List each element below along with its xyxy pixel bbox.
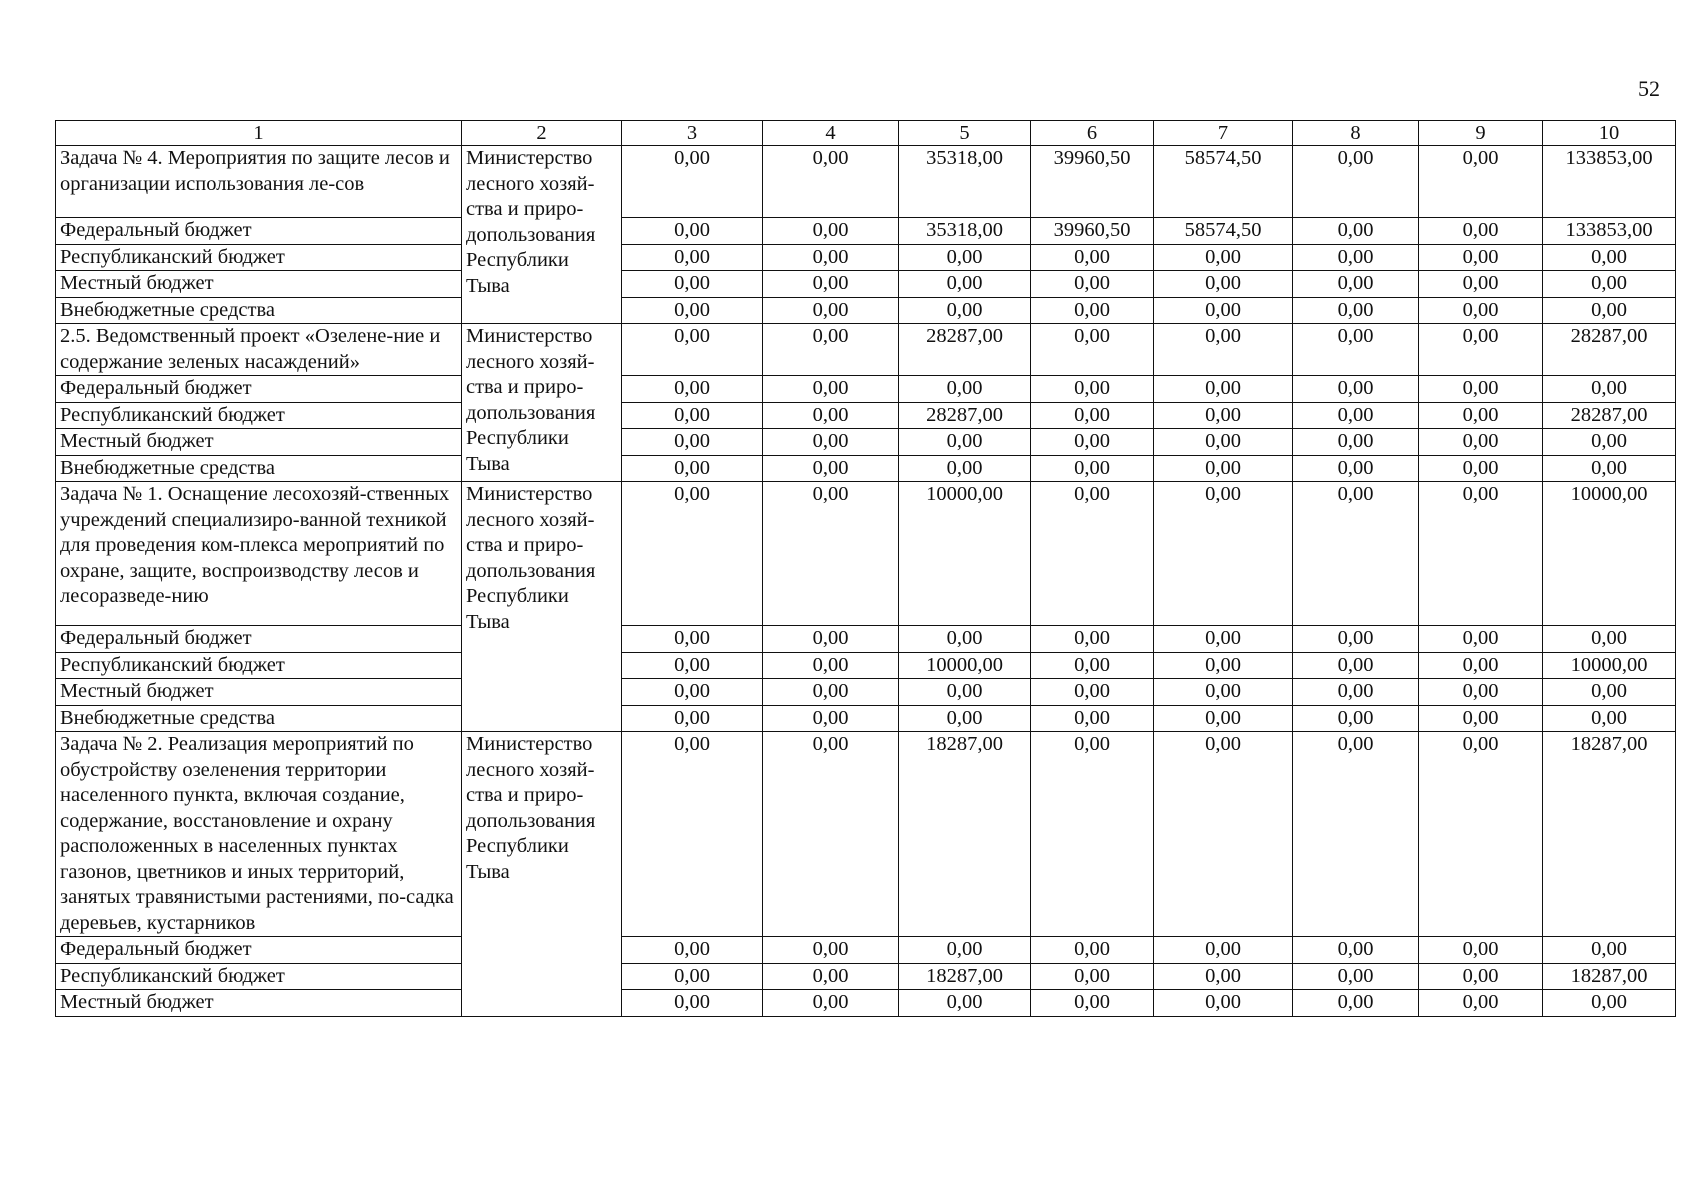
amount-cell: 0,00 xyxy=(1419,244,1543,271)
amount-cell: 0,00 xyxy=(622,297,763,324)
amount-cell: 0,00 xyxy=(1293,732,1419,937)
amount-cell: 0,00 xyxy=(1293,482,1419,626)
budget-source-label: Федеральный бюджет xyxy=(56,218,462,245)
budget-source-label: Федеральный бюджет xyxy=(56,937,462,964)
amount-cell: 0,00 xyxy=(622,218,763,245)
budget-source-row xyxy=(56,376,1676,403)
responsible-executor: Министерство лесного хозяй-ства и приро-допользования Республики Тыва xyxy=(462,324,622,482)
amount-cell: 28287,00 xyxy=(1543,324,1676,376)
amount-cell: 0,00 xyxy=(1419,324,1543,376)
amount-cell: 0,00 xyxy=(1031,482,1154,626)
amount-cell: 0,00 xyxy=(763,402,899,429)
amount-cell: 0,00 xyxy=(763,732,899,937)
amount-cell: 10000,00 xyxy=(1543,652,1676,679)
amount-cell: 0,00 xyxy=(1293,297,1419,324)
amount-cell: 0,00 xyxy=(622,402,763,429)
amount-cell: 0,00 xyxy=(899,455,1031,482)
amount-cell: 18287,00 xyxy=(1543,963,1676,990)
budget-source-row xyxy=(56,652,1676,679)
amount-cell: 0,00 xyxy=(1419,963,1543,990)
amount-cell: 0,00 xyxy=(622,990,763,1017)
amount-cell: 0,00 xyxy=(1293,146,1419,218)
amount-cell: 0,00 xyxy=(1293,218,1419,245)
amount-cell: 0,00 xyxy=(763,376,899,403)
amount-cell: 0,00 xyxy=(622,626,763,653)
amount-cell: 0,00 xyxy=(763,429,899,456)
amount-cell: 28287,00 xyxy=(1543,402,1676,429)
amount-cell: 35318,00 xyxy=(899,218,1031,245)
budget-source-label: Республиканский бюджет xyxy=(56,963,462,990)
amount-cell: 0,00 xyxy=(1031,297,1154,324)
amount-cell: 0,00 xyxy=(899,429,1031,456)
task-title: Задача № 1. Оснащение лесохозяй-ственных учреждений специализиро-ванной техникой для проведения ком-плекса мероприятий по охране, защите, воспроизводству лесов и лесоразведе-нию xyxy=(56,482,462,626)
page-number: 52 xyxy=(1638,76,1660,101)
budget-source-label: Республиканский бюджет xyxy=(56,244,462,271)
amount-cell: 0,00 xyxy=(1293,626,1419,653)
amount-cell: 133853,00 xyxy=(1543,218,1676,245)
amount-cell: 0,00 xyxy=(1154,963,1293,990)
amount-cell: 0,00 xyxy=(1293,963,1419,990)
column-header: 1 xyxy=(56,121,462,146)
amount-cell: 0,00 xyxy=(1293,271,1419,298)
task-title-row xyxy=(56,324,1676,376)
amount-cell: 0,00 xyxy=(1154,705,1293,732)
amount-cell: 0,00 xyxy=(763,705,899,732)
amount-cell: 0,00 xyxy=(763,297,899,324)
amount-cell: 0,00 xyxy=(1154,482,1293,626)
amount-cell: 0,00 xyxy=(622,324,763,376)
amount-cell: 10000,00 xyxy=(899,652,1031,679)
amount-cell: 0,00 xyxy=(1154,652,1293,679)
amount-cell: 0,00 xyxy=(763,271,899,298)
amount-cell: 0,00 xyxy=(899,297,1031,324)
amount-cell: 0,00 xyxy=(622,679,763,706)
amount-cell: 0,00 xyxy=(1154,455,1293,482)
column-header: 7 xyxy=(1154,121,1293,146)
amount-cell: 0,00 xyxy=(899,244,1031,271)
amount-cell: 0,00 xyxy=(763,679,899,706)
amount-cell: 0,00 xyxy=(1031,244,1154,271)
amount-cell: 0,00 xyxy=(1031,679,1154,706)
budget-source-row xyxy=(56,297,1676,324)
amount-cell: 0,00 xyxy=(1031,324,1154,376)
amount-cell: 0,00 xyxy=(763,937,899,964)
amount-cell: 0,00 xyxy=(1419,652,1543,679)
amount-cell: 0,00 xyxy=(1154,376,1293,403)
amount-cell: 0,00 xyxy=(763,652,899,679)
amount-cell: 0,00 xyxy=(1419,429,1543,456)
column-header: 5 xyxy=(899,121,1031,146)
amount-cell: 0,00 xyxy=(1419,271,1543,298)
amount-cell: 0,00 xyxy=(1031,732,1154,937)
amount-cell: 0,00 xyxy=(763,963,899,990)
amount-cell: 0,00 xyxy=(1031,652,1154,679)
amount-cell: 0,00 xyxy=(1031,376,1154,403)
amount-cell: 0,00 xyxy=(1543,626,1676,653)
amount-cell: 0,00 xyxy=(1543,705,1676,732)
amount-cell: 0,00 xyxy=(899,705,1031,732)
amount-cell: 0,00 xyxy=(763,218,899,245)
budget-source-label: Внебюджетные средства xyxy=(56,455,462,482)
budget-source-label: Республиканский бюджет xyxy=(56,402,462,429)
amount-cell: 0,00 xyxy=(1154,271,1293,298)
amount-cell: 0,00 xyxy=(1543,937,1676,964)
amount-cell: 0,00 xyxy=(1293,990,1419,1017)
amount-cell: 0,00 xyxy=(899,271,1031,298)
amount-cell: 10000,00 xyxy=(1543,482,1676,626)
amount-cell: 0,00 xyxy=(1031,429,1154,456)
amount-cell: 0,00 xyxy=(1419,990,1543,1017)
amount-cell: 0,00 xyxy=(1031,271,1154,298)
budget-source-row xyxy=(56,218,1676,245)
amount-cell: 10000,00 xyxy=(899,482,1031,626)
amount-cell: 0,00 xyxy=(1543,297,1676,324)
amount-cell: 0,00 xyxy=(622,963,763,990)
amount-cell: 0,00 xyxy=(622,732,763,937)
amount-cell: 0,00 xyxy=(1543,455,1676,482)
amount-cell: 39960,50 xyxy=(1031,146,1154,218)
column-header: 4 xyxy=(763,121,899,146)
amount-cell: 0,00 xyxy=(899,990,1031,1017)
amount-cell: 0,00 xyxy=(763,455,899,482)
amount-cell: 0,00 xyxy=(763,990,899,1017)
amount-cell: 0,00 xyxy=(1031,455,1154,482)
budget-source-label: Местный бюджет xyxy=(56,990,462,1017)
amount-cell: 0,00 xyxy=(899,376,1031,403)
amount-cell: 0,00 xyxy=(1154,244,1293,271)
amount-cell: 0,00 xyxy=(622,146,763,218)
amount-cell: 0,00 xyxy=(622,271,763,298)
budget-source-row xyxy=(56,679,1676,706)
budget-source-label: Местный бюджет xyxy=(56,429,462,456)
budget-table xyxy=(55,120,1676,1017)
amount-cell: 0,00 xyxy=(763,324,899,376)
amount-cell: 0,00 xyxy=(622,429,763,456)
amount-cell: 35318,00 xyxy=(899,146,1031,218)
task-title: 2.5. Ведомственный проект «Озелене-ние и содержание зеленых насаждений» xyxy=(56,324,462,376)
column-header: 6 xyxy=(1031,121,1154,146)
amount-cell: 0,00 xyxy=(1419,626,1543,653)
amount-cell: 0,00 xyxy=(622,652,763,679)
amount-cell: 0,00 xyxy=(1419,679,1543,706)
budget-source-label: Федеральный бюджет xyxy=(56,626,462,653)
amount-cell: 0,00 xyxy=(1419,705,1543,732)
amount-cell: 0,00 xyxy=(1419,218,1543,245)
column-header: 3 xyxy=(622,121,763,146)
amount-cell: 0,00 xyxy=(1293,376,1419,403)
amount-cell: 0,00 xyxy=(1419,146,1543,218)
amount-cell: 0,00 xyxy=(1543,271,1676,298)
amount-cell: 0,00 xyxy=(1154,324,1293,376)
budget-source-label: Внебюджетные средства xyxy=(56,297,462,324)
amount-cell: 58574,50 xyxy=(1154,146,1293,218)
amount-cell: 0,00 xyxy=(1543,376,1676,403)
amount-cell: 0,00 xyxy=(1154,732,1293,937)
budget-source-row xyxy=(56,626,1676,653)
amount-cell: 0,00 xyxy=(1154,297,1293,324)
amount-cell: 0,00 xyxy=(1154,626,1293,653)
amount-cell: 0,00 xyxy=(1293,679,1419,706)
amount-cell: 0,00 xyxy=(1419,376,1543,403)
amount-cell: 0,00 xyxy=(622,244,763,271)
amount-cell: 18287,00 xyxy=(1543,732,1676,937)
amount-cell: 0,00 xyxy=(899,626,1031,653)
amount-cell: 58574,50 xyxy=(1154,218,1293,245)
amount-cell: 0,00 xyxy=(622,705,763,732)
budget-source-row xyxy=(56,244,1676,271)
amount-cell: 18287,00 xyxy=(899,732,1031,937)
header-row xyxy=(56,121,1676,146)
budget-source-row xyxy=(56,429,1676,456)
amount-cell: 0,00 xyxy=(1543,990,1676,1017)
budget-source-row xyxy=(56,705,1676,732)
amount-cell: 0,00 xyxy=(1293,324,1419,376)
amount-cell: 0,00 xyxy=(1543,244,1676,271)
budget-source-label: Республиканский бюджет xyxy=(56,652,462,679)
amount-cell: 0,00 xyxy=(622,482,763,626)
amount-cell: 0,00 xyxy=(1419,937,1543,964)
amount-cell: 0,00 xyxy=(622,937,763,964)
column-header: 8 xyxy=(1293,121,1419,146)
amount-cell: 0,00 xyxy=(1031,990,1154,1017)
amount-cell: 0,00 xyxy=(622,376,763,403)
responsible-executor: Министерство лесного хозяй-ства и приро-допользования Республики Тыва xyxy=(462,146,622,324)
amount-cell: 0,00 xyxy=(1154,990,1293,1017)
responsible-executor: Министерство лесного хозяй-ства и приро-допользования Республики Тыва xyxy=(462,482,622,732)
amount-cell: 0,00 xyxy=(899,679,1031,706)
amount-cell: 0,00 xyxy=(1154,402,1293,429)
task-title-row xyxy=(56,146,1676,218)
amount-cell: 0,00 xyxy=(622,455,763,482)
budget-source-label: Местный бюджет xyxy=(56,271,462,298)
task-title: Задача № 2. Реализация мероприятий по обустройству озеленения территории населенного пункта, включая создание, содержание, восстановление и охрану расположенных в населенных пунктах газонов, цветников и иных территорий, занятых травянистыми растениями, по-садка деревьев, кустарников xyxy=(56,732,462,937)
amount-cell: 0,00 xyxy=(1154,679,1293,706)
responsible-executor: Министерство лесного хозяй-ства и приро-допользования Республики Тыва xyxy=(462,732,622,1017)
amount-cell: 0,00 xyxy=(1031,626,1154,653)
amount-cell: 0,00 xyxy=(1293,652,1419,679)
column-header: 9 xyxy=(1419,121,1543,146)
amount-cell: 0,00 xyxy=(1154,937,1293,964)
amount-cell: 0,00 xyxy=(1031,937,1154,964)
amount-cell: 0,00 xyxy=(1543,429,1676,456)
budget-source-row xyxy=(56,402,1676,429)
column-header: 2 xyxy=(462,121,622,146)
amount-cell: 0,00 xyxy=(1419,732,1543,937)
budget-source-label: Местный бюджет xyxy=(56,679,462,706)
amount-cell: 0,00 xyxy=(1419,402,1543,429)
amount-cell: 0,00 xyxy=(1031,402,1154,429)
amount-cell: 0,00 xyxy=(763,482,899,626)
amount-cell: 0,00 xyxy=(1293,937,1419,964)
budget-source-row xyxy=(56,455,1676,482)
amount-cell: 39960,50 xyxy=(1031,218,1154,245)
task-title: Задача № 4. Мероприятия по защите лесов и организации использования ле-сов xyxy=(56,146,462,218)
amount-cell: 28287,00 xyxy=(899,324,1031,376)
amount-cell: 0,00 xyxy=(1293,429,1419,456)
budget-source-label: Внебюджетные средства xyxy=(56,705,462,732)
amount-cell: 0,00 xyxy=(899,937,1031,964)
task-title-row xyxy=(56,732,1676,937)
amount-cell: 0,00 xyxy=(1293,244,1419,271)
amount-cell: 0,00 xyxy=(1293,705,1419,732)
amount-cell: 0,00 xyxy=(1293,455,1419,482)
amount-cell: 28287,00 xyxy=(899,402,1031,429)
amount-cell: 0,00 xyxy=(1419,482,1543,626)
amount-cell: 0,00 xyxy=(763,626,899,653)
amount-cell: 0,00 xyxy=(1419,455,1543,482)
amount-cell: 18287,00 xyxy=(899,963,1031,990)
budget-source-row xyxy=(56,963,1676,990)
task-title-row xyxy=(56,482,1676,626)
column-header: 10 xyxy=(1543,121,1676,146)
amount-cell: 0,00 xyxy=(1154,429,1293,456)
amount-cell: 133853,00 xyxy=(1543,146,1676,218)
budget-source-row xyxy=(56,990,1676,1017)
amount-cell: 0,00 xyxy=(1419,297,1543,324)
amount-cell: 0,00 xyxy=(1031,705,1154,732)
budget-source-label: Федеральный бюджет xyxy=(56,376,462,403)
amount-cell: 0,00 xyxy=(763,244,899,271)
amount-cell: 0,00 xyxy=(1543,679,1676,706)
budget-source-row xyxy=(56,937,1676,964)
budget-source-row xyxy=(56,271,1676,298)
amount-cell: 0,00 xyxy=(1031,963,1154,990)
amount-cell: 0,00 xyxy=(1293,402,1419,429)
amount-cell: 0,00 xyxy=(763,146,899,218)
